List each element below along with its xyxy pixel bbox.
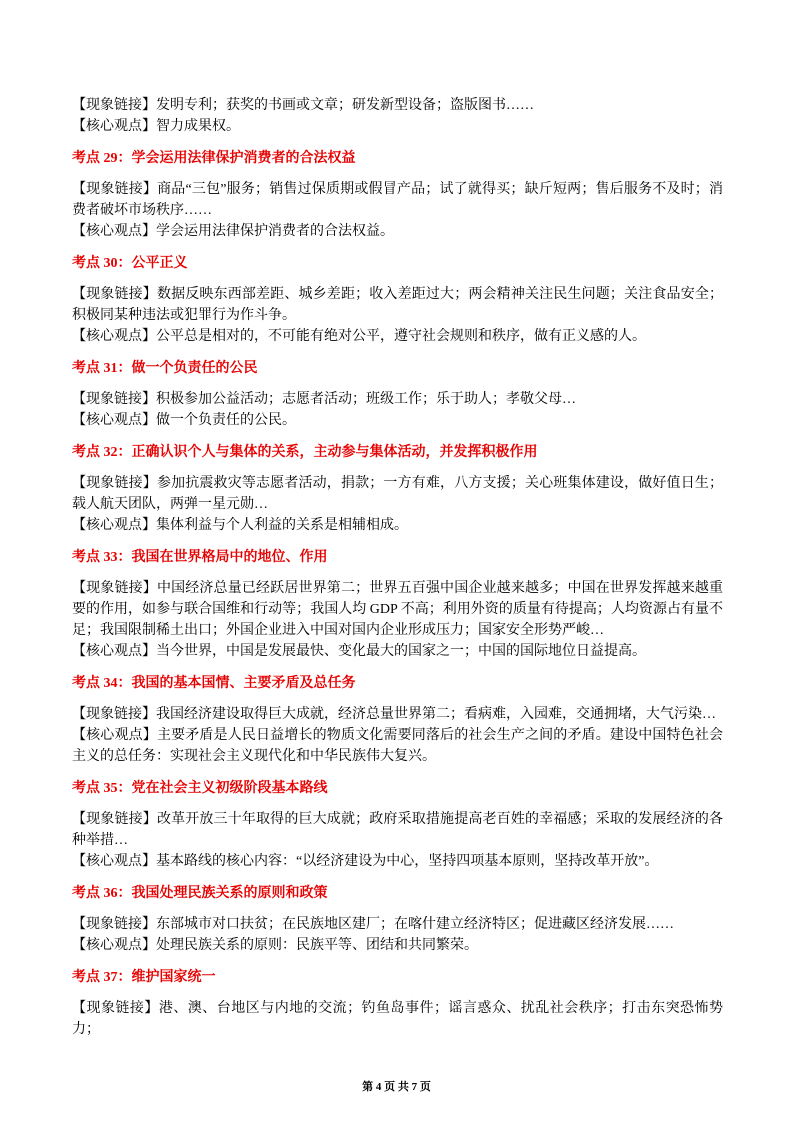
paragraph-tag: 【核心观点】 xyxy=(72,119,156,134)
section-heading: 考点 34：我国的基本国情、主要矛盾及总任务 xyxy=(72,676,356,691)
paragraph-tag: 【现象链接】 xyxy=(72,917,156,932)
paragraph-text: 参加抗震救灾等志愿者活动，捐款；一方有难，八方支援；关心班集体建设，做好值日生；载人航天团队，两弹一星元勋… xyxy=(72,476,724,512)
paragraph-text: 主要矛盾是人民日益增长的物质文化需要同落后的社会生产之间的矛盾。建设中国特色社会主义的总任务：实现社会主义现代化和中华民族伟大复兴。 xyxy=(72,728,724,764)
paragraph-text: 学会运用法律保护消费者的合法权益。 xyxy=(156,224,394,239)
paragraph-text: 基本路线的核心内容：“以经济建设为中心，坚持四项基本原则，坚持改革开放”。 xyxy=(156,854,659,869)
paragraph-text: 我国经济建设取得巨大成就，经济总量世界第二；看病难，入园难，交通拥堵，大气污染… xyxy=(156,707,716,722)
section-heading: 考点 31：做一个负责任的公民 xyxy=(72,361,258,376)
section-heading: 考点 33：我国在世界格局中的地位、作用 xyxy=(72,550,328,565)
section-heading: 考点 30：公平正义 xyxy=(72,256,188,271)
paragraph-text: 改革开放三十年取得的巨大成就；政府采取措施提高老百姓的幸福感；采取的发展经济的各种举措… xyxy=(72,812,724,848)
paragraph-tag: 【现象链接】 xyxy=(72,287,157,302)
phenomenon-link-paragraph xyxy=(72,809,723,851)
section-heading: 考点 35：党在社会主义初级阶段基本路线 xyxy=(72,781,328,796)
paragraph-tag: 【核心观点】 xyxy=(72,329,156,344)
paragraph-tag: 【现象链接】 xyxy=(72,707,156,722)
paragraph-text: 处理民族关系的原则：民族平等、团结和共同繁荣。 xyxy=(156,938,478,953)
core-view-paragraph xyxy=(72,515,723,536)
paragraph-text: 智力成果权。 xyxy=(156,119,240,134)
phenomenon-link-paragraph xyxy=(72,473,723,515)
phenomenon-link-paragraph xyxy=(72,284,723,326)
core-view-paragraph xyxy=(72,725,723,767)
paragraph-tag: 【现象链接】 xyxy=(72,476,157,491)
paragraph-text: 港、澳、台地区与内地的交流；钓鱼岛事件；谣言惑众、扰乱社会秩序；打击东突恐怖势力； xyxy=(72,1001,724,1037)
section-heading: 考点 32：正确认识个人与集体的关系，主动参与集体活动，并发挥积极作用 xyxy=(72,445,538,460)
paragraph-text: 积极参加公益活动；志愿者活动；班级工作；乐于助人；孝敬父母… xyxy=(156,392,576,407)
paragraph-tag: 【现象链接】 xyxy=(72,98,156,113)
core-view-paragraph xyxy=(72,851,723,872)
section-heading: 考点 29：学会运用法律保护消费者的合法权益 xyxy=(72,151,356,166)
document-body xyxy=(72,95,723,1040)
paragraph-tag: 【现象链接】 xyxy=(72,1001,159,1016)
paragraph-tag: 【核心观点】 xyxy=(72,854,156,869)
paragraph-text: 公平总是相对的，不可能有绝对公平，遵守社会规则和秩序，做有正义感的人。 xyxy=(156,329,646,344)
section-heading: 考点 36：我国处理民族关系的原则和政策 xyxy=(72,886,328,901)
phenomenon-link-paragraph xyxy=(72,704,723,725)
core-view-paragraph xyxy=(72,326,723,347)
paragraph-text: 做一个负责任的公民。 xyxy=(156,413,296,428)
paragraph-text: 东部城市对口扶贫；在民族地区建厂；在喀什建立经济特区；促进藏区经济发展…… xyxy=(156,917,674,932)
section-heading: 考点 37：维护国家统一 xyxy=(72,970,216,985)
paragraph-tag: 【现象链接】 xyxy=(72,812,157,827)
phenomenon-link-paragraph xyxy=(72,95,723,116)
page-footer: 第 4 页 共 7 页 xyxy=(362,1081,431,1093)
core-view-paragraph xyxy=(72,116,723,137)
paragraph-tag: 【核心观点】 xyxy=(72,224,156,239)
paragraph-tag: 【现象链接】 xyxy=(72,182,158,197)
paragraph-text: 数据反映东西部差距、城乡差距；收入差距过大；两会精神关注民生问题；关注食品安全；积极同某种违法或犯罪行为作斗争。 xyxy=(72,287,724,323)
paragraph-text: 商品“三包”服务；销售过保质期或假冒产品；试了就得买；缺斤短两；售后服务不及时；消费者破坏市场秩序…… xyxy=(72,182,723,218)
paragraph-text: 当今世界，中国是发展最快、变化最大的国家之一；中国的国际地位日益提高。 xyxy=(156,644,646,659)
phenomenon-link-paragraph xyxy=(72,998,723,1040)
core-view-paragraph xyxy=(72,935,723,956)
paragraph-tag: 【核心观点】 xyxy=(72,413,156,428)
phenomenon-link-paragraph xyxy=(72,179,723,221)
paragraph-tag: 【核心观点】 xyxy=(72,728,157,743)
paragraph-text: 中国经济总量已经跃居世界第二；世界五百强中国企业越来越多；中国在世界发挥越来越重要的作用，如参与联合国维和行动等；我国人均 GDP 不高；利用外资的质量有待提高；人均资源占有量不足；我国限制稀土出口；外国企业进入中国对国内企业形成压力；国家安全形势严峻… xyxy=(72,581,724,638)
phenomenon-link-paragraph xyxy=(72,389,723,410)
paragraph-text: 集体利益与个人利益的关系是相辅相成。 xyxy=(156,518,408,533)
core-view-paragraph xyxy=(72,221,723,242)
paragraph-text: 发明专利；获奖的书画或文章；研发新型设备；盗版图书…… xyxy=(156,98,534,113)
paragraph-tag: 【现象链接】 xyxy=(72,392,156,407)
paragraph-tag: 【现象链接】 xyxy=(72,581,157,596)
phenomenon-link-paragraph xyxy=(72,578,723,641)
core-view-paragraph xyxy=(72,641,723,662)
phenomenon-link-paragraph xyxy=(72,914,723,935)
paragraph-tag: 【核心观点】 xyxy=(72,518,156,533)
paragraph-tag: 【核心观点】 xyxy=(72,938,156,953)
core-view-paragraph xyxy=(72,410,723,431)
paragraph-tag: 【核心观点】 xyxy=(72,644,156,659)
